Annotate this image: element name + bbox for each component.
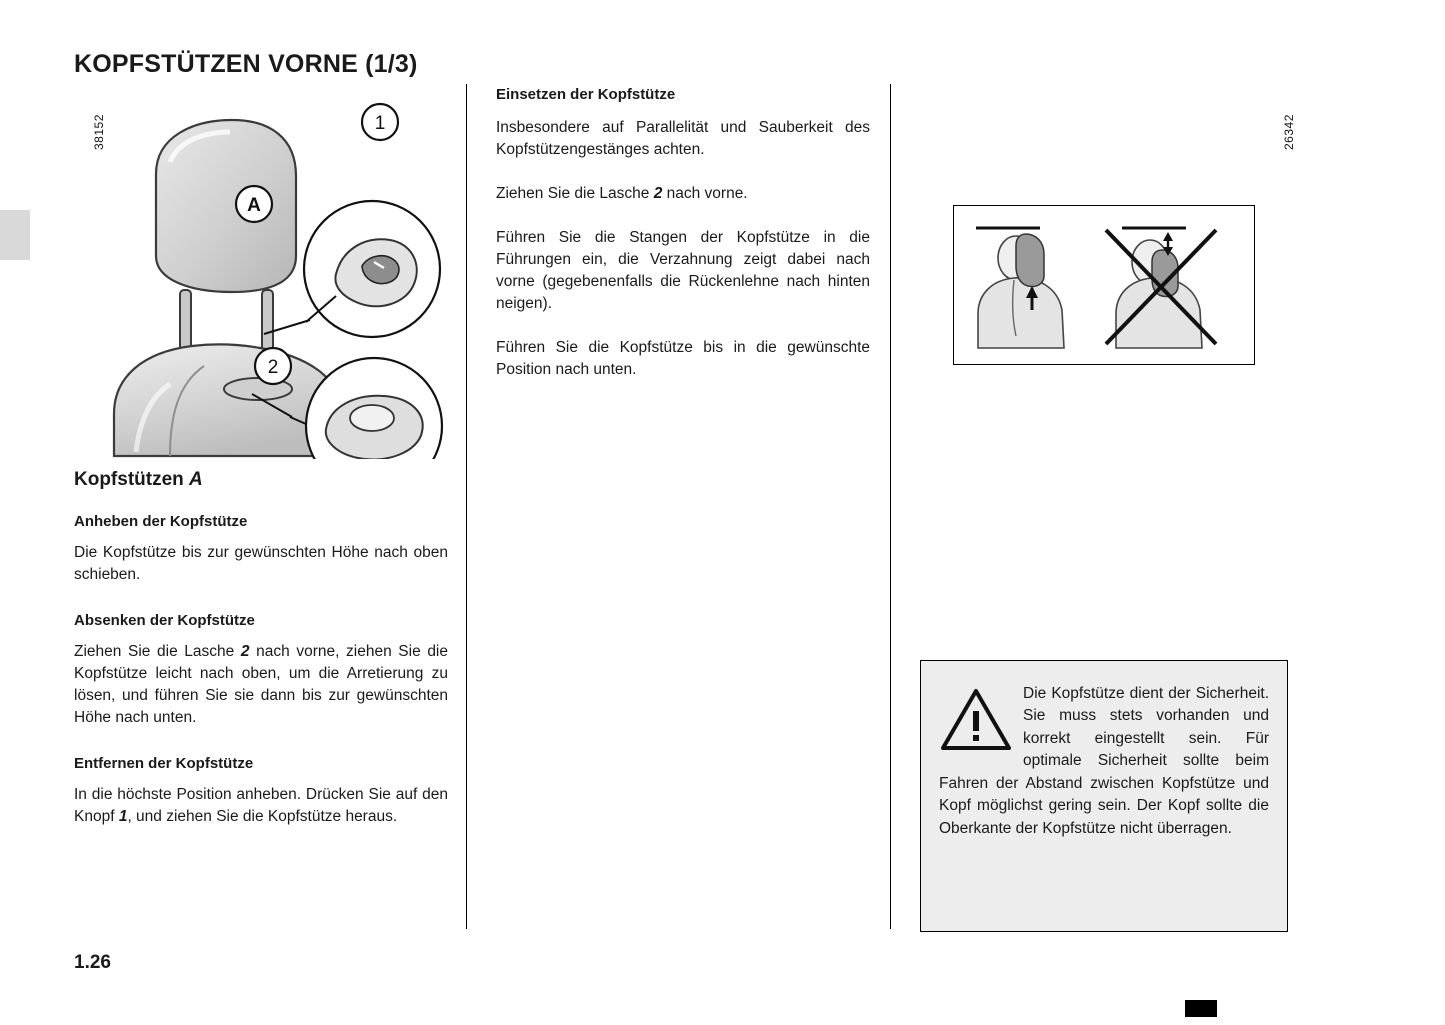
column-separator-2 [890, 84, 891, 929]
svg-text:2: 2 [267, 357, 279, 378]
paragraph-insert-2: Ziehen Sie die Lasche 2 nach vorne. [496, 185, 748, 202]
heading-remove: Entfernen der Kopfstütze [74, 755, 254, 772]
svg-text:A: A [247, 195, 261, 216]
paragraph-insert-1: Insbesondere auf Parallelität und Sauberkeit des Kopfstützengestänges achten. [496, 119, 870, 158]
warning-triangle-icon [939, 685, 1013, 755]
paragraph-remove: In die höchste Position anheben. Drücken Sie auf den Knopf 1, und ziehen Sie die Kopfstütze heraus. [74, 786, 448, 825]
heading-raise: Anheben der Kopfstütze [74, 513, 248, 530]
section-title-label: A [189, 469, 203, 490]
column-left [74, 84, 448, 828]
safety-warning-text: Die Kopfstütze dient der Sicherheit. Sie muss stets vorhanden und korrekt eingestellt sein. Für optimale Sicherheit sollte beim Fahren der Abstand zwischen Kopfstütze und Kopf möglichst gering sein. Der Kopf sollte die Oberkante der Kopfstütze nicht überragen. [939, 685, 1269, 837]
chapter-tab [0, 210, 30, 260]
section-title [74, 469, 448, 491]
heading-lower: Absenken der Kopfstütze [74, 612, 255, 629]
corner-marker [1185, 1000, 1217, 1017]
paragraph-insert-4: Führen Sie die Kopfstütze bis in die gewünschte Position nach unten. [496, 339, 870, 378]
page-title: KOPFSTÜTZEN VORNE (1/3) [74, 49, 418, 78]
svg-text:1: 1 [374, 113, 386, 134]
column-separator-1 [466, 84, 467, 929]
headrest-illustration [74, 84, 448, 459]
column-middle [496, 86, 870, 403]
figure-reference-left: 38152 [92, 114, 106, 150]
section-title-text: Kopfstützen [74, 469, 190, 490]
paragraph-raise: Die Kopfstütze bis zur gewünschten Höhe nach oben schieben. [74, 544, 448, 583]
page-number: 1.26 [74, 952, 111, 973]
heading-insert: Einsetzen der Kopfstütze [496, 86, 676, 103]
figure-reference-right: 26342 [1282, 114, 1296, 150]
safety-warning-box [920, 660, 1288, 932]
seat-position-illustration [953, 205, 1255, 365]
paragraph-lower: Ziehen Sie die Lasche 2 nach vorne, ziehen Sie die Kopfstütze leicht nach oben, um die Arretierung zu lösen, und führen Sie sie dann bis zur gewünschten Höhe nach unten. [74, 643, 449, 726]
paragraph-insert-3: Führen Sie die Stangen der Kopfstütze in die Führungen ein, die Verzahnung zeigt dabei nach vorne (gegebenenfalls die Rückenlehne nach hinten neigen). [496, 229, 870, 312]
